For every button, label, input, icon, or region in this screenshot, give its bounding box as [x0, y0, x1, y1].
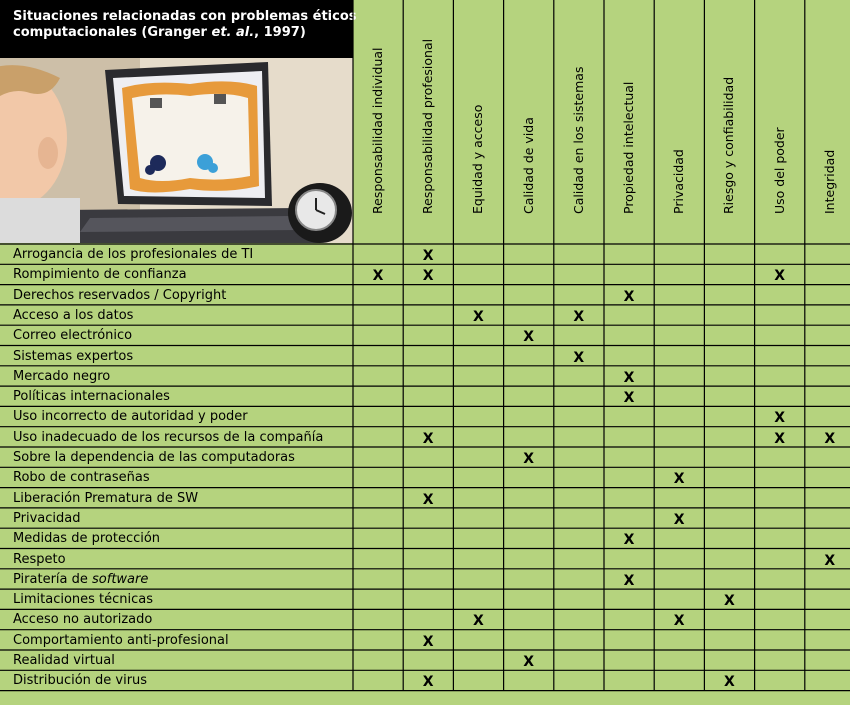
check-mark: X — [774, 430, 785, 447]
column-header-label: Calidad de vida — [520, 117, 536, 214]
column-header — [704, 0, 754, 243]
check-mark: X — [623, 369, 635, 386]
column-header-label: Equidad y acceso — [470, 104, 486, 214]
check-mark: X — [573, 349, 585, 366]
row-label: Robo de contraseñas — [13, 470, 150, 486]
check-mark: X — [422, 674, 434, 691]
column-header-label: Integridad — [821, 149, 837, 214]
check-mark: X — [372, 268, 384, 285]
check-mark: X — [723, 593, 735, 610]
row-label: Uso inadecuado de los recursos de la compañía — [13, 429, 324, 445]
check-mark: X — [573, 308, 585, 325]
column-header — [504, 0, 554, 243]
row-label: Liberación Prematura de SW — [13, 490, 199, 506]
row-label: Distribución de virus — [13, 673, 148, 689]
title-line-1: Situaciones relacionadas con problemas éticos — [13, 9, 357, 24]
column-header-label: Privacidad — [671, 149, 687, 214]
column-header — [604, 0, 654, 243]
row-label: Mercado negro — [13, 368, 111, 384]
column-header — [554, 0, 604, 243]
row-label: Respeto — [13, 551, 66, 567]
column-header-label: Responsabilidad profesional — [420, 38, 436, 214]
column-header — [453, 0, 503, 243]
row-label: Uso incorrecto de autoridad y poder — [13, 409, 248, 425]
check-mark: X — [723, 674, 735, 691]
check-mark: X — [422, 430, 434, 447]
title-line-2-em: et. al. — [211, 25, 255, 40]
column-header — [805, 0, 850, 243]
check-mark: X — [422, 633, 434, 650]
column-header-label: Propiedad intelectual — [621, 81, 636, 214]
check-mark: X — [472, 613, 484, 630]
row-label: Medidas de protección — [13, 531, 161, 547]
check-mark: X — [422, 268, 434, 285]
check-mark: X — [523, 654, 534, 670]
row-label: Comportamiento anti-profesional — [13, 632, 229, 648]
column-header — [654, 0, 704, 243]
check-mark: X — [523, 451, 534, 467]
row-label: Acceso a los datos — [13, 307, 134, 323]
title-line-2-pre: computacionales (Granger — [13, 25, 212, 40]
row-label-text: Piratería de — [13, 571, 93, 587]
check-mark: X — [422, 248, 434, 264]
check-mark: X — [774, 268, 785, 285]
column-header-label: Calidad en los sistemas — [570, 66, 586, 214]
check-mark: X — [623, 572, 635, 589]
column-header — [403, 0, 453, 243]
column-header — [353, 0, 403, 243]
row-label: Arrogancia de los profesionales de TI — [13, 247, 254, 262]
check-mark: X — [824, 552, 836, 569]
row-label: Privacidad — [13, 510, 81, 526]
check-mark: X — [472, 308, 484, 325]
row-label: Derechos reservados / Copyright — [13, 287, 227, 303]
check-mark: X — [422, 491, 434, 508]
check-mark: X — [523, 329, 534, 346]
check-mark: X — [623, 288, 635, 305]
check-mark: X — [673, 511, 685, 528]
row-label: Rompimiento de confianza — [13, 267, 187, 283]
check-mark: X — [623, 532, 635, 549]
row-label: Correo electrónico — [13, 328, 133, 344]
column-header — [755, 0, 805, 243]
check-mark: X — [824, 430, 836, 447]
title-line-2-post: , 1997) — [254, 25, 306, 40]
row-label: Políticas internacionales — [13, 389, 170, 405]
column-header-label: Uso del poder — [771, 127, 787, 214]
row-label-emphasis: software — [92, 571, 149, 587]
check-mark: X — [623, 390, 635, 407]
check-mark: X — [774, 410, 785, 427]
row-label: Acceso no autorizado — [13, 612, 153, 628]
column-header-label: Responsabilidad individual — [370, 47, 385, 214]
column-header-label: Riesgo y confiabilidad — [721, 76, 737, 214]
row-label: Sistemas expertos — [13, 348, 134, 364]
row-label: Sobre la dependencia de las computadoras — [13, 450, 295, 465]
row-label — [13, 570, 148, 590]
check-mark: X — [673, 471, 685, 488]
row-label: Realidad virtual — [13, 653, 115, 668]
check-mark: X — [673, 613, 685, 630]
row-label: Limitaciones técnicas — [13, 592, 154, 608]
